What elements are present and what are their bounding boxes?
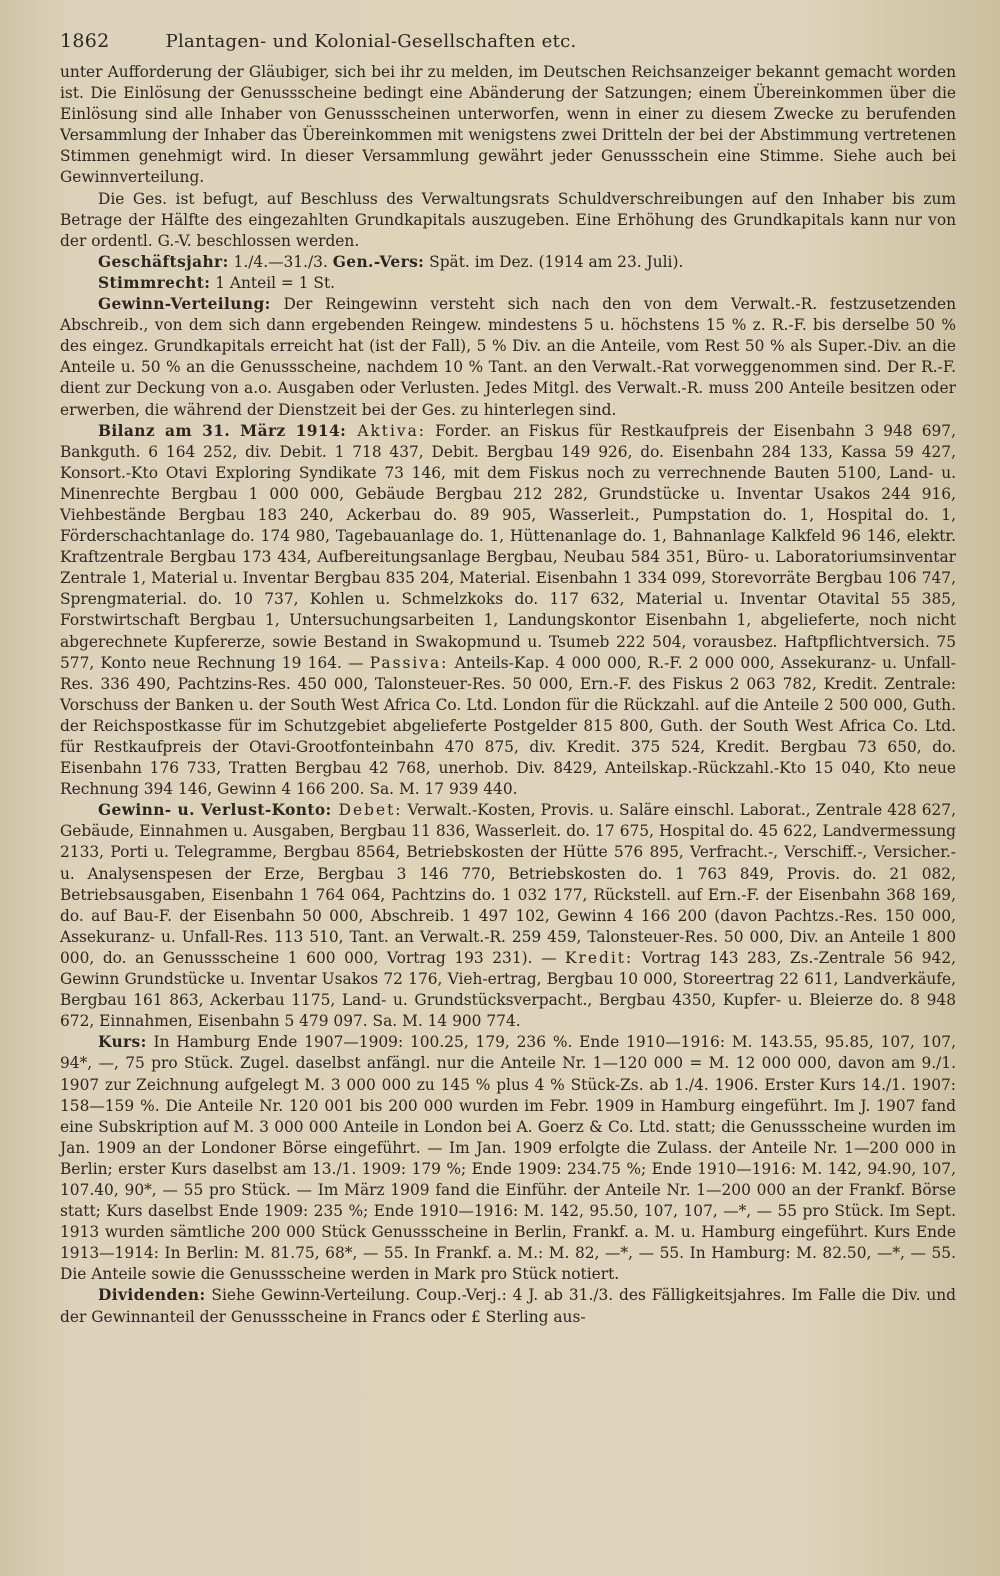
section-lead: Gewinn- u. Verlust-Konto: (98, 801, 332, 820)
subsection-label: Passiva: (369, 653, 449, 672)
paragraph-text: Siehe Gewinn-Verteilung. Coup.-Verj.: 4 J. ab 31./3. des Fälligkeitsjahres. Im Falle die Div. und der Gewinnanteil der Genussscheine in Francs oder £ Sterling aus- (60, 1286, 956, 1326)
paragraph-text: Spät. im Dez. (1914 am 23. Juli). (424, 252, 684, 271)
subsection-label: Debet: (331, 801, 403, 820)
subsection-label: Kredit: (565, 948, 634, 967)
section-lead: Gen.-Vers: (332, 252, 425, 271)
paragraph-gläubiger (60, 62, 956, 189)
paragraph-text: In Hamburg Ende 1907—1909: 100.25, 179, 236 %. Ende 1910—1916: M. 143.55, 95.85, 107, 107, 94*, —, 75 pro Stück. Zugel. daselbst anfängl. nur die Anteile Nr. 1—120 000 = M. 12 000 000, davon am 9./1. 1907 zur Zeichnung aufgelegt M. 3 000 000 zu 145 % plus 4 % Stück-Zs. ab 1./4. 1906. Erster Kurs 14./1. 1907: 158—159 %. Die Anteile Nr. 120 001 bis 200 000 wurden im Febr. 1909 in Hamburg eingeführt. Im J. 1907 fand eine Subskription auf M. 3 000 000 Anteile in London bei A. Goerz & Co. Ltd. statt; die Genussscheine wurden im Jan. 1909 an der Londoner Börse eingeführt. — Im Jan. 1909 erfolgte die Zulass. der Anteile Nr. 1—200 000 in Berlin; erster Kurs daselbst am 13./1. 1909: 179 %; Ende 1909: 234.75 %; Ende 1910—1916: M. 142, 94.90, 107, 107.40, 90*, — 55 pro Stück. — Im März 1909 fand die Einführ. der Anteile Nr. 1—200 000 an der Frankf. Börse statt; Kurs daselbst Ende 1909: 235 %; Ende 1910—1916: M. 142, 95.50, 107, 107, —*, — 55 pro Stück. Im Sept. 1913 wurden sämtliche 200 000 Stück Genussscheine in Berlin, Frankf. a. M. u. Hamburg eingeführt. Kurs Ende 1913—1914: In Berlin: M. 81.75, 68*, — 55. In Frankf. a. M.: M. 82, —*, — 55. In Hamburg: M. 82.50, —*, — 55. Die Anteile sowie die Genussscheine werden in Mark pro Stück notiert. (60, 1033, 956, 1284)
paragraph-text: Vortrag 143 283, Zs.-Zentrale 56 942, Gewinn Grundstücke u. Inventar Usakos 72 176, Vieh-ertrag, Bergbau 10 000, Storeertrag 22 611, Landverkäufe, Bergbau 161 863, Ackerbau 1175, Land- u. Grundstücksverpacht., Bergbau 4350, Kupfer- u. Bleierze do. 8 948 672, Einnahmen, Eisenbahn 5 479 097. Sa. M. 14 900 774. (60, 948, 957, 1031)
paragraph-geschaeftsjahr (60, 252, 956, 273)
section-lead: Kurs: (98, 1033, 147, 1052)
running-title: Plantagen- und Kolonial-Gesellschaften etc. (165, 31, 577, 52)
paragraph-text: Anteils-Kap. 4 000 000, R.-F. 2 000 000, Assekuranz- u. Unfall-Res. 336 490, Pachtzins-Res. 450 000, Talonsteuer-Res. 50 000, Ern.-F. des Fiskus 2 063 782, Kredit. Zentrale: Vorschuss der Banken u. der South West Africa Co. Ltd. London für die Rückzahl. auf die Anteile 2 500 000, Guth. der Reichspostkasse für im Schutzgebiet abgelieferte Postgelder 815 800, Guth. der South West Africa Co. Ltd. für Restkaufpreis der Otavi-Grootfonteinbahn 470 875, div. Kredit. 375 524, Kredit. Bergbau 73 650, do. Eisenbahn 176 733, Tratten Bergbau 42 768, unerhob. Div. 8429, Anteilskap.-Rückzahl.-Kto 15 040, Kto neue Rechnung 394 146, Gewinn 4 166 200. Sa. M. 17 939 440. (60, 653, 957, 799)
section-lead: Dividenden: (98, 1286, 206, 1305)
paragraph-text: Die Ges. ist befugt, auf Beschluss des Verwaltungsrats Schuldverschreibungen auf den Inhaber bis zum Betrage der Hälfte des eingezahlten Grundkapitals auszugeben. Eine Erhöhung des Grundkapitals kann nur von der ordentl. G.-V. beschlossen werden. (60, 189, 956, 250)
subsection-label: Aktiva: (346, 421, 426, 440)
paragraph-stimmrecht (60, 273, 956, 294)
paragraph-schuldverschreibungen (60, 189, 956, 252)
paragraph-gewinn-verteilung (60, 294, 956, 421)
section-lead: Geschäftsjahr: (98, 252, 229, 271)
paragraph-text: Der Reingewinn versteht sich nach den von dem Verwalt.-R. festzusetzenden Abschreib., von dem sich dann ergebenden Reingew. mindestens 5 u. höchstens 15 % z. R.-F. bis derselbe 50 % des eingez. Grundkapitals erreicht hat (ist der Fall), 5 % Div. an die Anteile, vom Rest 50 % als Super.-Div. an die Anteile u. 50 % an die Genussscheine, nachdem 10 % Tant. an den Verwalt.-Rat vorweggenommen sind. Der R.-F. dient zur Deckung von a.o. Ausgaben oder Verlusten. Jedes Mitgl. des Verwalt.-R. muss 200 Anteile besitzen oder erwerben, die während der Dienstzeit bei der Ges. zu hinterlegen sind. (60, 295, 956, 419)
paragraph-text: 1./4.—31./3. (228, 252, 333, 271)
section-lead: Stimmrecht: (98, 273, 211, 292)
paragraph-text: Forder. an Fiskus für Restkaufpreis der Eisenbahn 3 948 697, Bankguth. 6 164 252, div. Debit. 1 718 437, Debit. Bergbau 149 926, do. Eisenbahn 284 133, Kassa 59 427, Konsort.-Kto Otavi Exploring Syndikate 73 146, mit dem Fiskus noch zu verrechnende Bauten 5100, Land- u. Minenrechte Bergbau 1 000 000, Gebäude Bergbau 212 282, Grundstücke u. Inventar Usakos 244 916, Viehbestände Bergbau 183 240, Ackerbau do. 89 905, Wasserleit., Pumpstation do. 1, Hospital do. 1, Förderschachtanlage do. 174 980, Tagebauanlage do. 1, Hüttenanlage do. 1, Bahnanlage Kalkfeld 96 146, elektr. Kraftzentrale Bergbau 173 434, Aufbereitungsanlage Bergbau, Neubau 584 351, Büro- u. Laboratoriumsinventar Zentrale 1, Material u. Inventar Bergbau 835 204, Material. Eisenbahn 1 334 099, Storevorräte Bergbau 106 747, Sprengmaterial. do. 10 737, Kohlen u. Schmelzkoks do. 117 632, Material u. Inventar Otavital 55 385, Forstwirtschaft Bergbau 1, Untersuchungsarbeiten 1, Landungskontor Eisenbahn 1, abgelieferte, noch nicht abgerechnete Kupfererze, sowie Bestand in Swakopmund u. Tsumeb 222 504, vorausbez. Haftpflichtversich. 75 577, Konto neue Rechnung 19 164. — (60, 421, 956, 672)
page-number: 1862 (60, 30, 110, 52)
paragraph-gewinn-verlust (60, 800, 956, 1032)
paragraph-kurs (60, 1032, 956, 1285)
paragraph-text: Verwalt.-Kosten, Provis. u. Saläre einschl. Laborat., Zentrale 428 627, Gebäude, Einnahmen u. Ausgaben, Bergbau 11 836, Wasserleit. do. 17 675, Hospital do. 45 622, Landvermessung 2133, Porti u. Telegramme, Bergbau 8564, Betriebskosten der Hütte 576 895, Verfracht.-, Verschiff.-, Versicher.- u. Analysenspesen der Erze, Bergbau 3 146 770, Betriebskosten do. 1 763 849, Provis. do. 21 082, Betriebsausgaben, Eisenbahn 1 764 064, Pachtzins do. 1 032 177, Rückstell. auf Ern.-F. der Eisenbahn 368 169, do. auf Bau-F. der Eisenbahn 50 000, Abschreib. 1 497 102, Gewinn 4 166 200 (davon Pachtzs.-Res. 150 000, Assekuranz- u. Unfall-Res. 113 510, Tant. an Verwalt.-R. 259 459, Talonsteuer-Res. 50 000, Div. an Anteile 1 800 000, do. an Genussscheine 1 600 000, Vortrag 193 231). — (60, 801, 956, 967)
page-header (60, 30, 956, 52)
body-text (60, 62, 956, 1328)
section-lead: Gewinn-Verteilung: (98, 295, 271, 314)
paragraph-text: 1 Anteil = 1 St. (210, 273, 336, 292)
paragraph-text: unter Aufforderung der Gläubiger, sich bei ihr zu melden, im Deutschen Reichsanzeiger bekannt gemacht worden ist. Die Einlösung der Genussscheine bedingt eine Abänderung der Satzungen; einem Übereinkommen über die Einlösung sind alle Inhaber von Genussscheinen unterworfen, wenn in einer zu diesem Zwecke zu berufenden Versammlung der Inhaber das Übereinkommen mit wenigstens zwei Dritteln der bei der Abstimmung vertretenen Stimmen genehmigt wird. In dieser Versammlung gewährt jeder Genussschein eine Stimme. Siehe auch bei Gewinnverteilung. (60, 63, 956, 187)
paragraph-dividenden (60, 1285, 956, 1327)
section-lead: Bilanz am 31. März 1914: (98, 421, 347, 440)
paragraph-bilanz (60, 421, 956, 801)
